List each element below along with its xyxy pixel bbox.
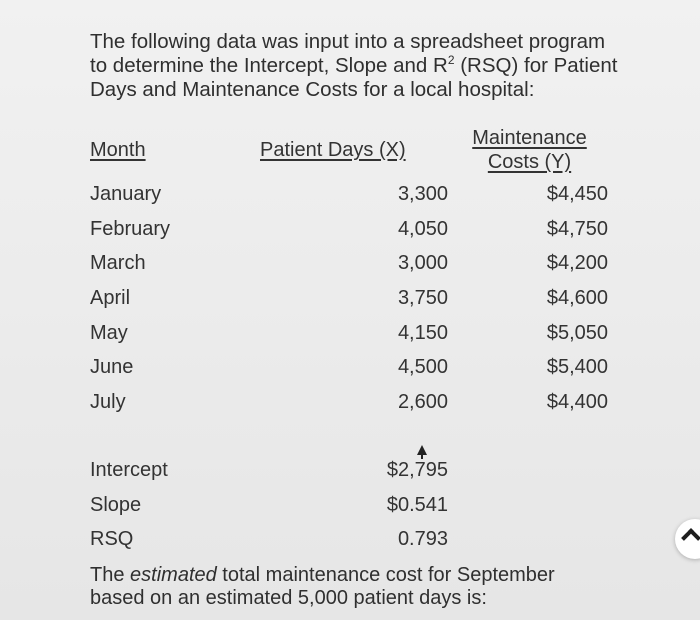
stat-row-slope <box>0 494 700 529</box>
cell-cost: $4,400 <box>546 391 608 414</box>
cell-days: 4,050 <box>397 217 448 240</box>
stat-label: RSQ <box>90 528 134 550</box>
stat-value: $2,795 <box>386 459 448 481</box>
cell-days: 3,300 <box>397 183 448 205</box>
stat-label: Intercept <box>90 459 168 481</box>
cell-cost: $5,400 <box>546 356 608 379</box>
cell-days: 2,600 <box>397 391 448 414</box>
r-squared-superscript: 2 <box>447 53 455 67</box>
cell-cost: $4,750 <box>546 217 608 240</box>
table-row <box>0 252 700 287</box>
stat-label: Slope <box>90 493 142 516</box>
cell-days: 3,000 <box>397 252 448 275</box>
table-row <box>0 183 700 218</box>
table-row <box>0 356 700 391</box>
cell-days: 3,750 <box>397 287 448 310</box>
cell-cost: $4,450 <box>546 183 608 205</box>
table-row <box>0 391 700 426</box>
stat-row-intercept <box>0 459 700 494</box>
cell-days: 4,150 <box>397 321 448 344</box>
problem-intro <box>90 30 620 102</box>
cell-month: April <box>90 287 131 310</box>
stat-value: $0.541 <box>386 493 448 516</box>
cell-month: June <box>90 356 134 379</box>
stat-row-rsq <box>0 528 700 563</box>
mouse-pointer-icon <box>417 445 427 455</box>
intro-text-rest: (RSQ) for Patient Days and Maintenance Costs for a local hospital: <box>90 54 618 101</box>
regression-stats <box>0 459 700 563</box>
cell-cost: $4,200 <box>546 252 608 275</box>
table-row <box>0 322 700 357</box>
intro-text: The following data was input into a spreadsheet program to determine the Intercept, Slope and R <box>90 30 606 77</box>
table-row <box>0 218 700 253</box>
question-emphasis: estimated <box>130 564 217 586</box>
cell-month: February <box>90 217 171 240</box>
header-maintenance-costs <box>462 126 597 174</box>
header-cost-line2: Costs (Y) <box>487 151 572 173</box>
header-cost-line1: Maintenance <box>472 127 587 149</box>
cell-month: May <box>90 321 128 344</box>
chevron-up-icon <box>681 528 700 548</box>
header-patient-days: Patient Days (X) <box>260 139 406 161</box>
header-month: Month <box>90 139 146 161</box>
stat-value: 0.793 <box>397 528 448 550</box>
cell-cost: $4,600 <box>546 287 608 310</box>
question-part: total maintenance cost for September based on an estimated 5,000 patient days is: <box>90 564 555 609</box>
question-text <box>90 564 610 610</box>
table-row <box>0 287 700 322</box>
cell-month: March <box>90 252 146 275</box>
cell-cost: $5,050 <box>546 321 608 344</box>
data-table <box>0 183 700 426</box>
cell-month: January <box>90 183 162 205</box>
cell-days: 4,500 <box>397 356 448 379</box>
cell-month: July <box>90 391 126 414</box>
question-part: The <box>90 564 131 586</box>
